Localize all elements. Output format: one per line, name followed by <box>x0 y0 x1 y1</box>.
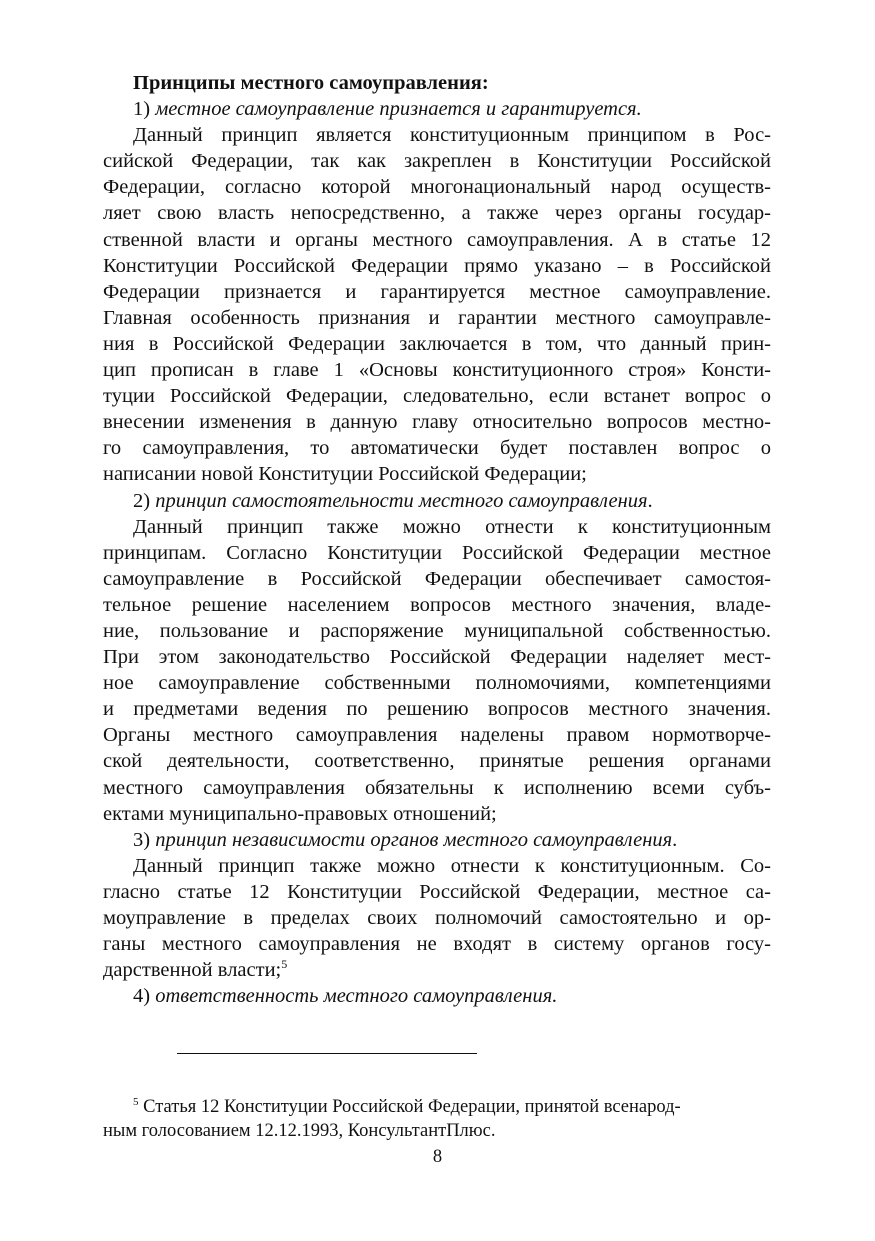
paragraph-line: моуправление в пределах своих полномочий самостоятельно и ор- <box>103 907 771 929</box>
footnote-marker: 5 <box>133 1095 139 1108</box>
paragraph-line <box>103 957 771 983</box>
footnote-line: ным голосованием 12.12.1993, КонсультантПлюс. <box>103 1120 496 1141</box>
footnote-text: Статья 12 Конституции Российской Федерации, принятой всенарод- <box>143 1097 681 1117</box>
paragraph-line: цип прописан в главе 1 «Основы конституционного строя» Консти- <box>103 359 771 382</box>
footnote <box>103 1096 771 1143</box>
paragraph-line: Федерации признается и гарантируется местное самоуправление. <box>103 280 771 303</box>
paragraph-line: Главная особенность признания и гарантии местного самоуправле- <box>103 306 771 329</box>
principle-title: ответственность местного самоуправления. <box>155 985 558 1008</box>
paragraph-line: тельное решение населением вопросов местного значения, владе- <box>103 593 771 616</box>
list-marker: 3) <box>133 828 151 851</box>
list-marker: 2) <box>133 489 151 512</box>
paragraph-line: ганы местного самоуправления не входят в систему органов госу- <box>103 933 771 956</box>
list-item-1-title <box>103 96 771 122</box>
paragraph-text: дарственной власти; <box>103 959 282 982</box>
paragraph-line: Данный принцип также можно отнести к конституционным. Со- <box>133 854 771 877</box>
paragraph-line: ской деятельности, соответственно, принятые решения органами <box>103 750 771 773</box>
principle-title: принцип самостоятельности местного самоуправления <box>155 489 648 512</box>
paragraph-line: ние, пользование и распоряжение муниципальной собственностью. <box>103 619 771 642</box>
paragraph-line: ектами муниципально-правовых отношений; <box>103 802 497 825</box>
paragraph-line: принципам. Согласно Конституции Российской Федерации местное <box>103 541 771 564</box>
page-body <box>103 70 771 1009</box>
list-item-2-title <box>103 488 771 514</box>
principle-title: местное самоуправление признается и гарантируется. <box>155 98 642 121</box>
footnote-reference[interactable]: 5 <box>281 957 288 972</box>
title-period: . <box>647 489 653 512</box>
paragraph-line: ственной власти и органы местного самоуправления. А в статье 12 <box>103 228 771 251</box>
paragraph-line: При этом законодательство Российской Федерации наделяет мест- <box>103 646 771 669</box>
paragraph-line: ное самоуправление собственными полномочиями, компетенциями <box>103 672 771 695</box>
paragraph-line: внесении изменения в данную главу относительно вопросов местно- <box>103 411 771 434</box>
title-period: . <box>672 828 678 851</box>
list-marker: 4) <box>133 985 151 1008</box>
paragraph-line: местного самоуправления обязательны к исполнению всеми субъ- <box>103 776 771 799</box>
page-number: 8 <box>432 1147 443 1167</box>
paragraph-line: Конституции Российской Федерации прямо указано – в Российской <box>103 254 771 277</box>
paragraph-line: гласно статье 12 Конституции Российской Федерации, местное са- <box>103 880 771 903</box>
paragraph-line: написании новой Конституции Российской Федерации; <box>103 463 587 486</box>
section-heading: Принципы местного самоуправления: <box>133 72 489 94</box>
footnote-line <box>103 1096 771 1120</box>
paragraph-line: туции Российской Федерации, следовательно, если встанет вопрос о <box>103 385 771 408</box>
paragraph-line: сийской Федерации, так как закреплен в Конституции Российской <box>103 150 771 173</box>
paragraph-line: Данный принцип также можно отнести к конституционным <box>133 515 771 538</box>
footnote-divider <box>177 1053 477 1054</box>
list-marker: 1) <box>133 98 151 121</box>
paragraph-line: Федерации, согласно которой многонациональный народ осуществ- <box>103 176 771 199</box>
list-item-4-title <box>103 983 771 1009</box>
paragraph-line: ляет свою власть непосредственно, а также через органы государ- <box>103 202 771 225</box>
principle-title: принцип независимости органов местного самоуправления <box>155 828 673 851</box>
paragraph-line: Данный принцип является конституционным принципом в Рос- <box>133 124 771 147</box>
paragraph-line: самоуправление в Российской Федерации обеспечивает самостоя- <box>103 567 771 590</box>
paragraph-line: и предметами ведения по решению вопросов местного значения. <box>103 698 771 721</box>
paragraph-line: Органы местного самоуправления наделены правом нормотворче- <box>103 724 771 747</box>
paragraph-line: ния в Российской Федерации заключается в том, что данный прин- <box>103 332 771 355</box>
paragraph-line: го самоуправления, то автоматически будет поставлен вопрос о <box>103 437 771 460</box>
list-item-3-title <box>103 827 771 853</box>
